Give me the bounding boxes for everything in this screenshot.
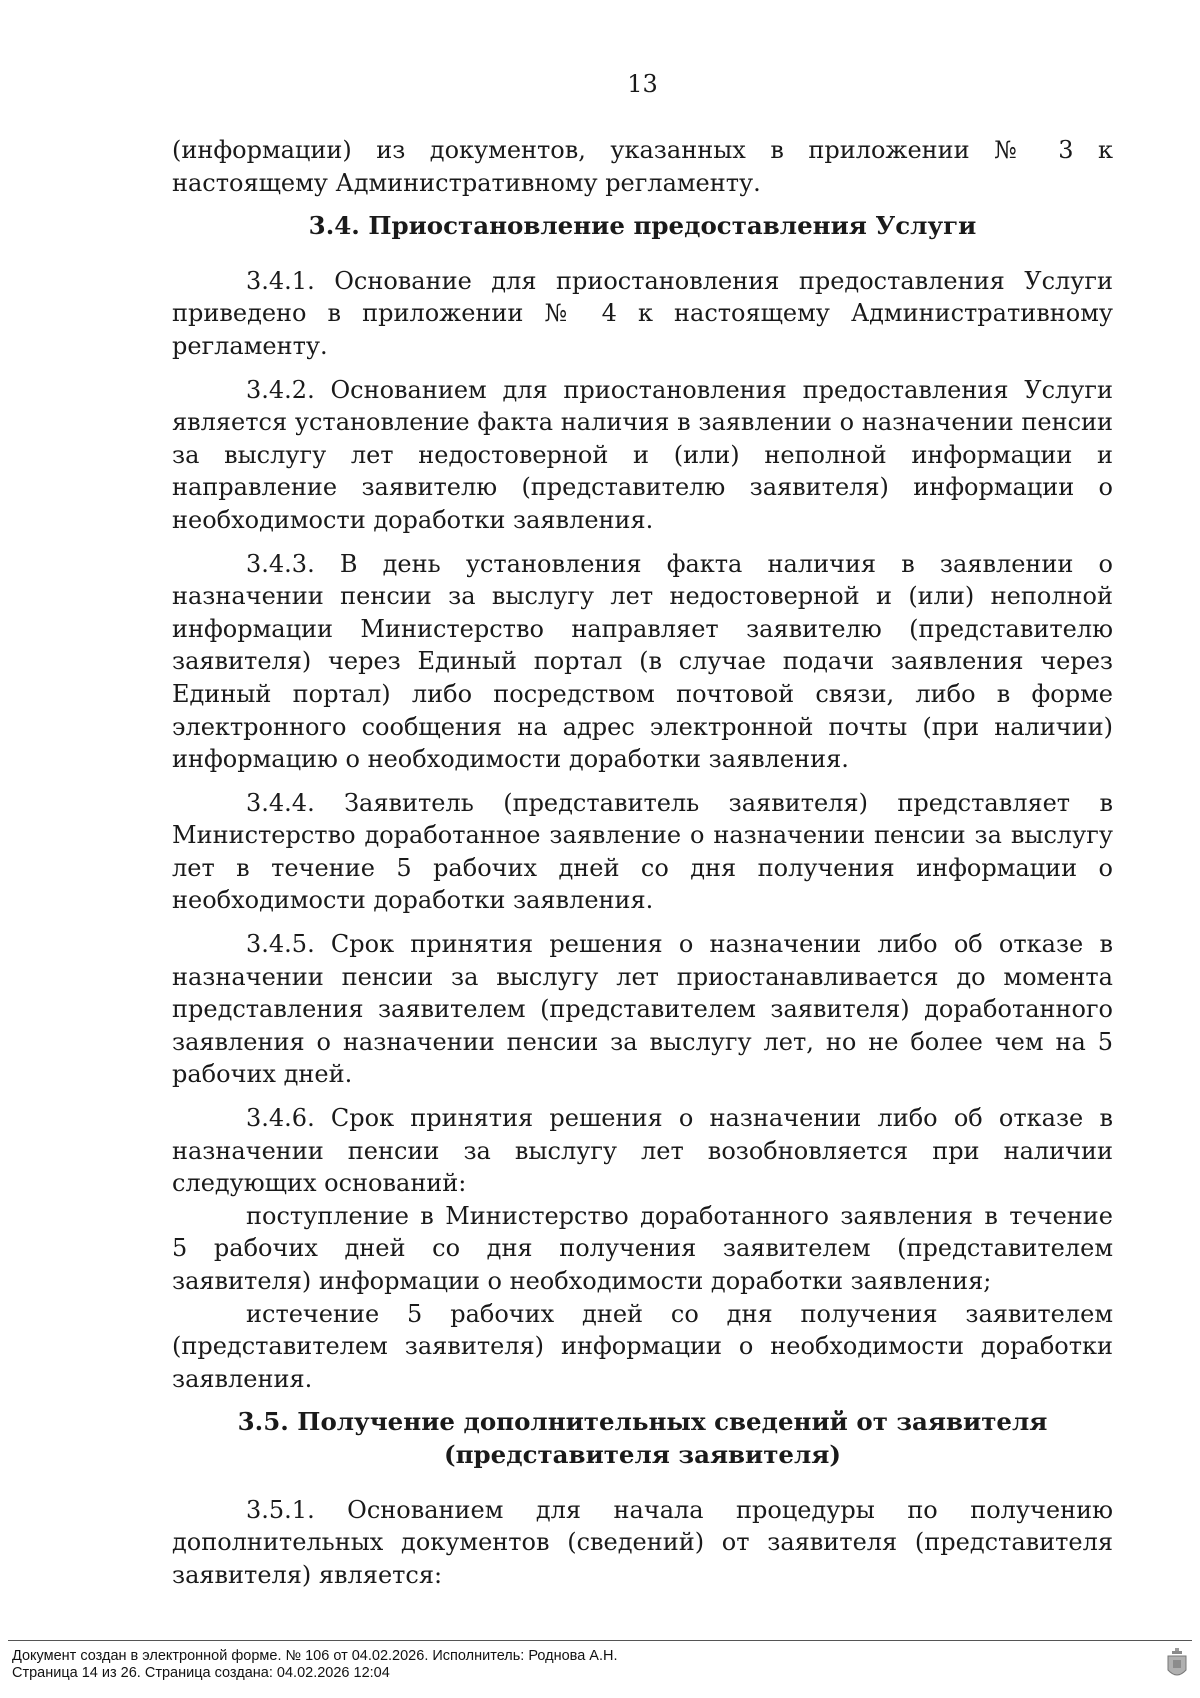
page-number: 13: [627, 70, 658, 98]
paragraph-3-4-5: 3.4.5. Срок принятия решения о назначении либо об отказе в назначении пенсии за выслугу лет приостанавливается до момента представления заявителем (представителем заявителя) доработанного заявления о назначении пенсии за выслугу лет, но не более чем на 5 рабочих дней.: [172, 930, 1113, 1089]
footer-text: [12, 1648, 618, 1682]
paragraph-intro: (информации) из документов, указанных в приложении № 3 к настоящему Административному регламенту.: [172, 136, 1113, 197]
section-heading-3-5: 3.5. Получение дополнительных сведений от заявителя (представителя заявителя): [237, 1407, 1048, 1469]
footer-line-2: Страница 14 из 26. Страница создана: 04.02.2026 12:04: [12, 1665, 390, 1681]
paragraph-3-4-2: 3.4.2. Основанием для приостановления предоставления Услуги является установление факта наличия в заявлении о назначении пенсии за выслугу лет недостоверной и (или) неполной информации и направление заявителю (представителю заявителя) информации о необходимости доработки заявления.: [172, 375, 1113, 534]
list-item-resumption-2: истечение 5 рабочих дней со дня получения заявителем (представителем заявителя) информации о необходимости доработки заявления.: [172, 1299, 1113, 1393]
coat-of-arms-icon: [1166, 1648, 1188, 1682]
list-item-resumption-1: поступление в Министерство доработанного заявления в течение 5 рабочих дней со дня получения заявителем (представителем заявителя) информации о необходимости доработки заявления;: [172, 1201, 1113, 1295]
footer-line-1: Документ создан в электронной форме. № 106 от 04.02.2026. Исполнитель: Роднова А.Н.: [12, 1648, 618, 1664]
footer-divider: [8, 1640, 1192, 1641]
paragraph-3-4-4: 3.4.4. Заявитель (представитель заявителя) представляет в Министерство доработанное заявление о назначении пенсии за выслугу лет в течение 5 рабочих дней со дня получения информации о необходимости доработки заявления.: [172, 788, 1113, 915]
section-heading-3-4: 3.4. Приостановление предоставления Услуги: [308, 211, 977, 241]
paragraph-3-5-1: 3.5.1. Основанием для начала процедуры по получению дополнительных документов (сведений) от заявителя (представителя заявителя) является:: [172, 1495, 1113, 1589]
paragraph-3-4-1: 3.4.1. Основание для приостановления предоставления Услуги приведено в приложении № 4 к настоящему Административному регламенту.: [172, 266, 1113, 360]
document-footer: [0, 1640, 1200, 1698]
document-body: [172, 134, 1113, 1591]
paragraph-3-4-3: 3.4.3. В день установления факта наличия в заявлении о назначении пенсии за выслугу лет недостоверной и (или) неполной информации Министерство направляет заявителю (представителю заявителя) через Единый портал (в случае подачи заявления через Единый портал) либо посредством почтовой связи, либо в форме электронного сообщения на адрес электронной почты (при наличии) информацию о необходимости доработки заявления.: [172, 549, 1113, 774]
paragraph-3-4-6: 3.4.6. Срок принятия решения о назначении либо об отказе в назначении пенсии за выслугу лет возобновляется при наличии следующих оснований:: [172, 1104, 1113, 1198]
